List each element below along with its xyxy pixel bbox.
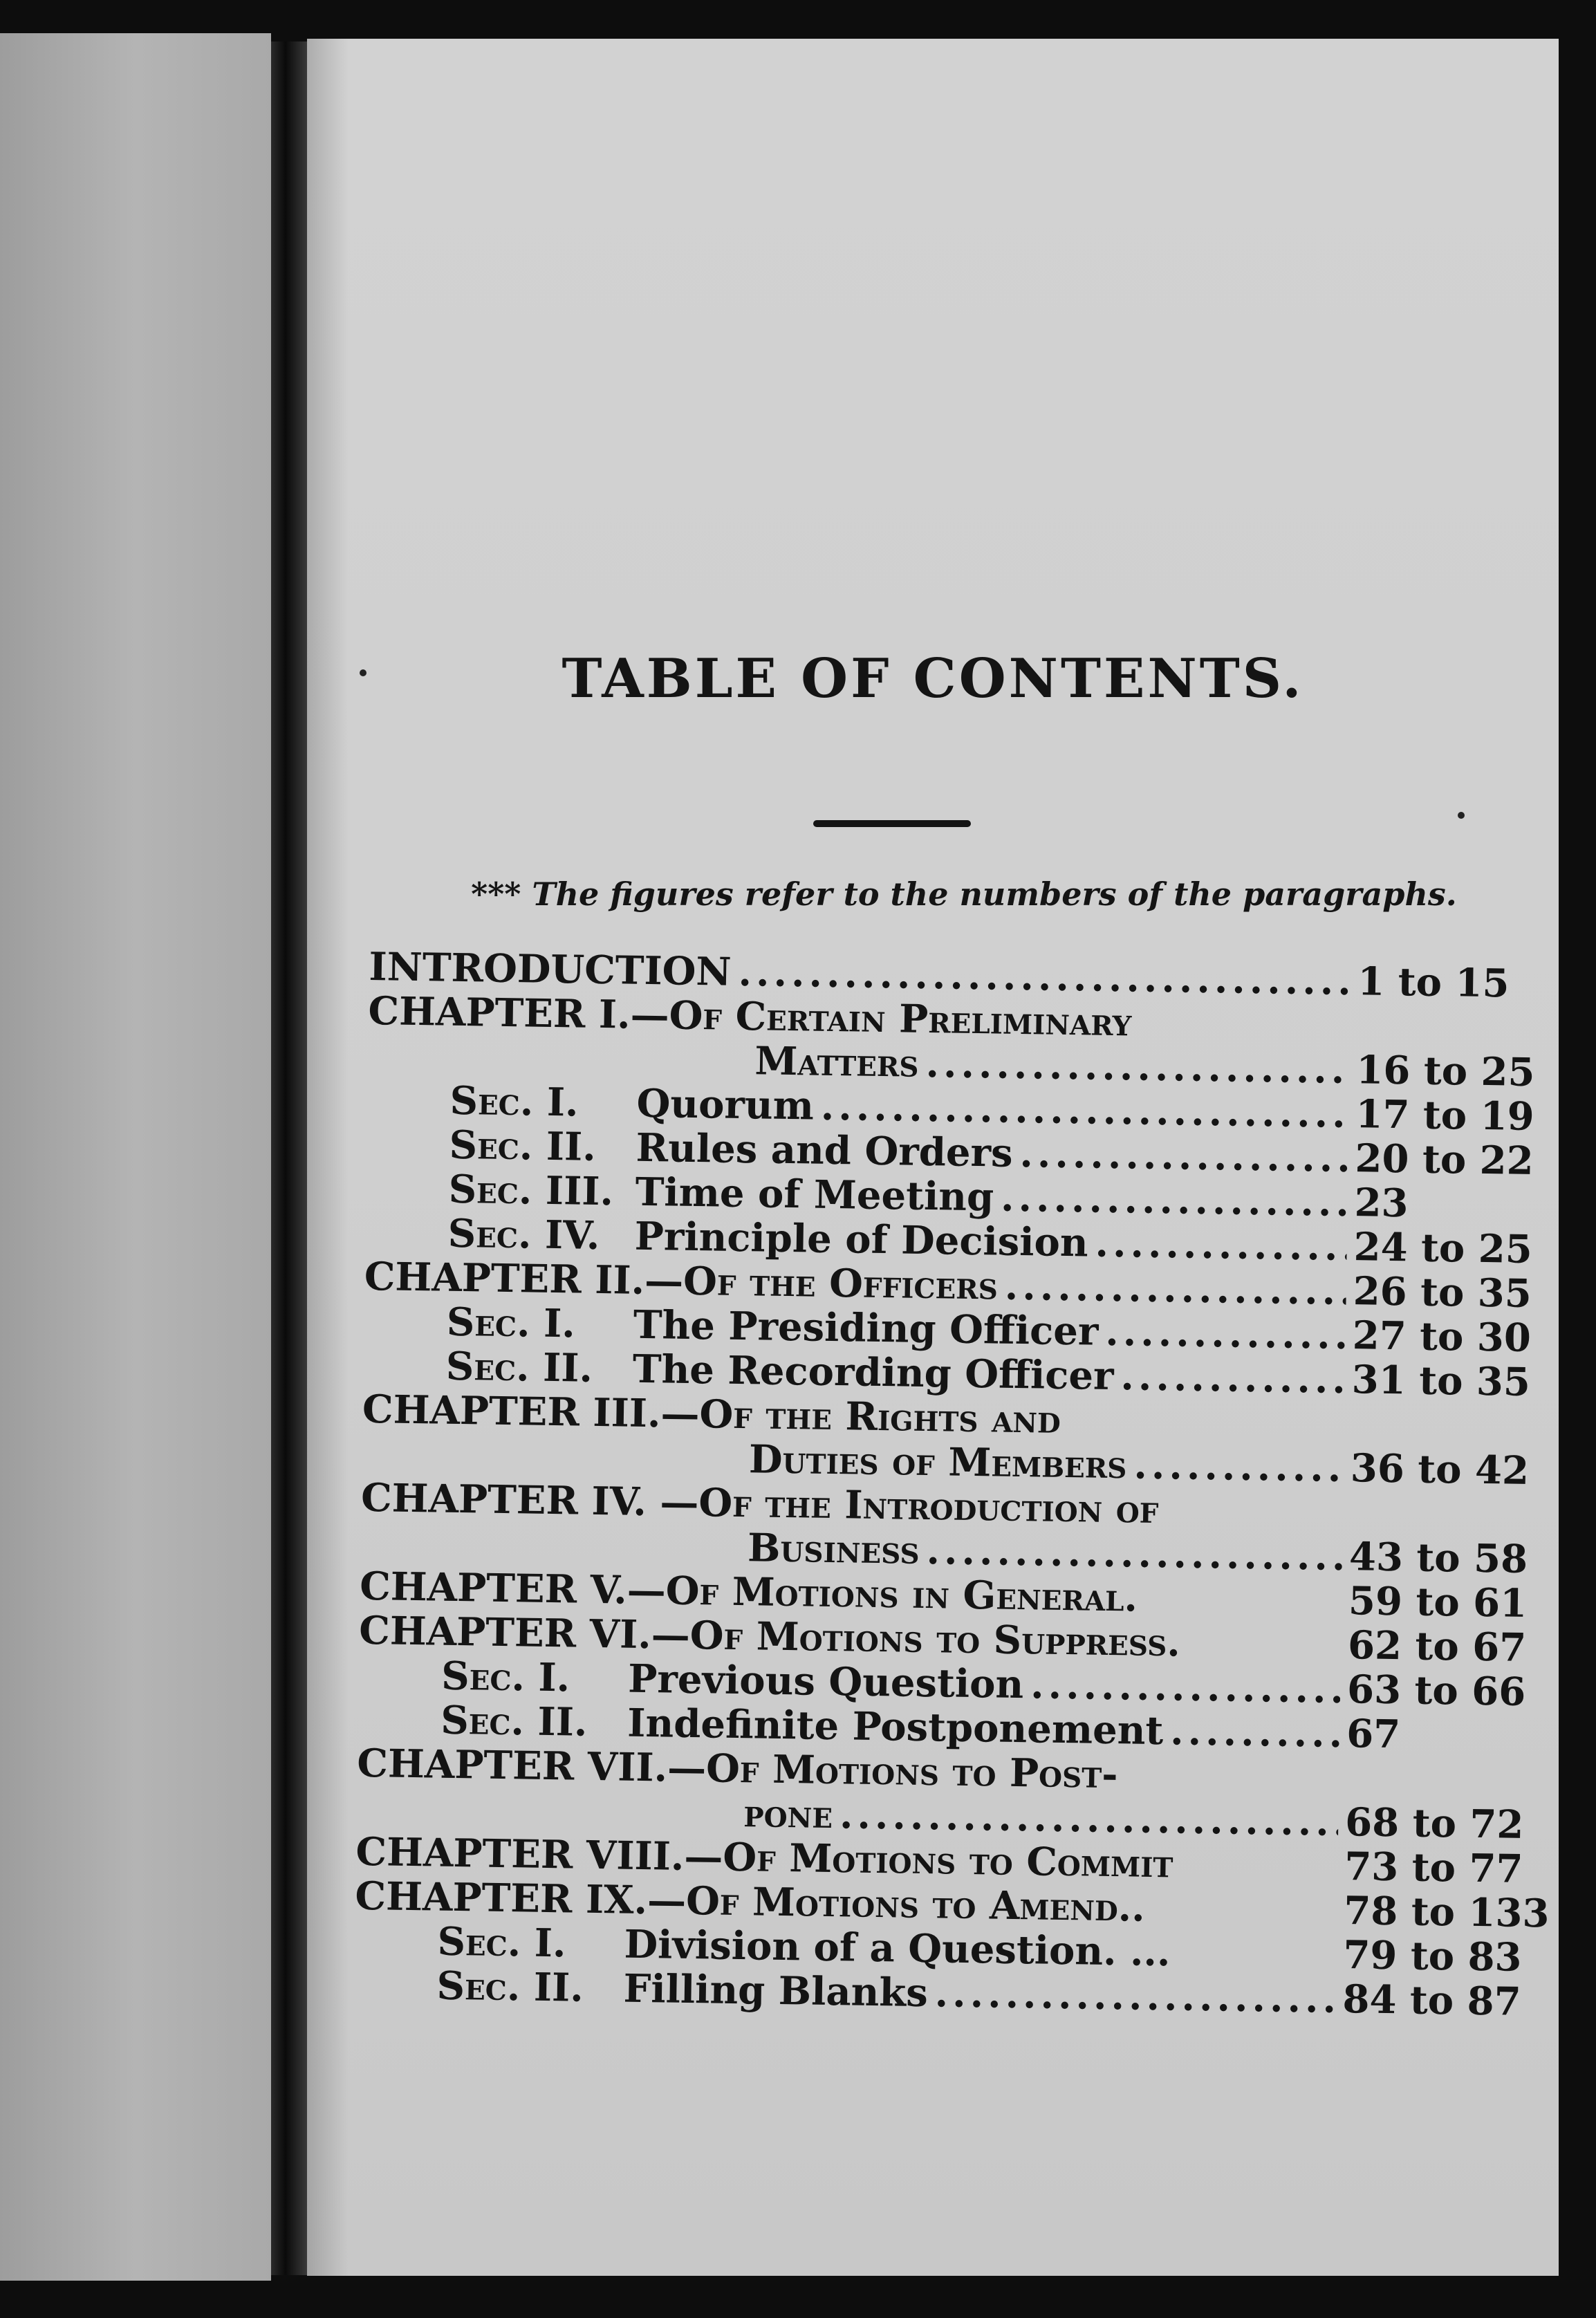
toc-label: CHAPTER III.—Of the Rights and bbox=[362, 1386, 1061, 1443]
toc-label: pone bbox=[743, 1790, 833, 1838]
toc-label: CHAPTER VIII.—Of Motions to Commit bbox=[355, 1828, 1173, 1887]
leader-dots bbox=[1001, 1176, 1348, 1225]
toc-pages: 23 bbox=[1354, 1180, 1409, 1227]
title-rule bbox=[813, 820, 971, 827]
section-label: Sec. IV. bbox=[447, 1210, 600, 1259]
toc-pages: 78 to 133 bbox=[1343, 1888, 1550, 1937]
section-label: Sec. II. bbox=[445, 1343, 593, 1391]
toc-label: CHAPTER IV. —Of the Introduction of bbox=[360, 1474, 1159, 1533]
section-label: Sec. I. bbox=[449, 1077, 579, 1126]
leader-dots bbox=[925, 1041, 1350, 1092]
facing-page bbox=[0, 33, 271, 2281]
section-label: Sec. I. bbox=[446, 1299, 576, 1347]
leader-dots bbox=[1095, 1221, 1347, 1269]
leader-dots bbox=[1105, 1310, 1346, 1357]
toc-pages: 20 to 22 bbox=[1355, 1135, 1534, 1185]
toc-pages: 17 to 19 bbox=[1355, 1091, 1535, 1140]
contents-list bbox=[353, 944, 1550, 2025]
toc-label: The Presiding Officer bbox=[633, 1301, 1099, 1355]
toc-label: Previous Question bbox=[627, 1656, 1024, 1708]
toc-pages: 24 to 25 bbox=[1353, 1224, 1533, 1272]
toc-pages: 16 to 25 bbox=[1355, 1047, 1536, 1096]
toc-pages: 63 to 66 bbox=[1346, 1667, 1526, 1715]
toc-pages: 31 to 35 bbox=[1351, 1357, 1531, 1405]
toc-label: Rules and Orders bbox=[635, 1124, 1014, 1176]
toc-pages: 59 to 61 bbox=[1348, 1578, 1528, 1626]
toc-pages: 26 to 35 bbox=[1353, 1268, 1532, 1317]
toc-pages: 67 bbox=[1346, 1711, 1401, 1758]
page-title: TABLE OF CONTENTS. bbox=[562, 647, 1304, 710]
book-page bbox=[307, 39, 1559, 2276]
leader-dots bbox=[926, 1528, 1342, 1579]
toc-label: Quorum bbox=[636, 1080, 815, 1129]
book-gutter bbox=[271, 41, 307, 2275]
leader-dots bbox=[1120, 1354, 1345, 1402]
toc-label: Division of a Question. ... bbox=[624, 1921, 1171, 1976]
toc-pages: 62 to 67 bbox=[1347, 1622, 1527, 1671]
leader-dots bbox=[1030, 1662, 1341, 1712]
toc-pages: 1 to 15 bbox=[1357, 958, 1510, 1007]
section-label: Sec. II. bbox=[449, 1122, 597, 1170]
toc-label: Time of Meeting bbox=[635, 1169, 994, 1221]
toc-pages: 79 to 83 bbox=[1342, 1932, 1523, 1981]
toc-label: The Recording Officer bbox=[632, 1346, 1115, 1400]
toc-label: Matters bbox=[754, 1038, 920, 1086]
contents-note: *** The figures refer to the numbers of the paragraphs. bbox=[471, 875, 1457, 913]
toc-pages: 27 to 30 bbox=[1352, 1313, 1532, 1361]
leader-dots bbox=[1133, 1443, 1344, 1490]
leader-dots bbox=[1019, 1131, 1348, 1180]
leader-dots bbox=[1170, 1709, 1340, 1756]
toc-label: CHAPTER I.—Of Certain Preliminary bbox=[368, 988, 1132, 1046]
toc-label: CHAPTER V.—Of Motions in General. bbox=[359, 1563, 1138, 1621]
toc-pages: 68 to 72 bbox=[1344, 1799, 1524, 1848]
toc-label: Duties of Members bbox=[748, 1436, 1127, 1488]
page-shadow bbox=[307, 39, 349, 2276]
toc-label: CHAPTER VI.—Of Motions to Suppress. bbox=[358, 1607, 1181, 1666]
toc-label: Filling Blanks bbox=[623, 1965, 929, 2016]
leader-dots bbox=[934, 1971, 1336, 2021]
toc-label: CHAPTER IX.—Of Motions to Amend.. bbox=[355, 1873, 1146, 1931]
toc-label: CHAPTER II.—Of the Officers bbox=[364, 1253, 999, 1309]
toc-pages: 36 to 42 bbox=[1350, 1445, 1530, 1494]
toc-label: Principle of Decision bbox=[634, 1213, 1089, 1266]
section-label: Sec. I. bbox=[440, 1653, 570, 1701]
speck-mark bbox=[360, 669, 366, 676]
speck-mark bbox=[1458, 812, 1465, 819]
leader-dots bbox=[839, 1792, 1339, 1844]
toc-label: Business bbox=[747, 1525, 920, 1573]
toc-label: CHAPTER VII.—Of Motions to Post- bbox=[356, 1740, 1119, 1798]
toc-pages: 84 to 87 bbox=[1342, 1976, 1522, 2025]
toc-pages: 43 to 58 bbox=[1348, 1534, 1528, 1582]
section-label: Sec. II. bbox=[440, 1697, 588, 1745]
toc-label: Indefinite Postponement bbox=[627, 1700, 1164, 1754]
leader-dots bbox=[1004, 1264, 1346, 1313]
toc-pages: 73 to 77 bbox=[1344, 1844, 1523, 1892]
section-label: Sec. I. bbox=[437, 1918, 567, 1967]
toc-label: INTRODUCTION bbox=[369, 944, 732, 995]
section-label: Sec. II. bbox=[436, 1963, 584, 2011]
section-label: Sec. III. bbox=[448, 1166, 614, 1215]
